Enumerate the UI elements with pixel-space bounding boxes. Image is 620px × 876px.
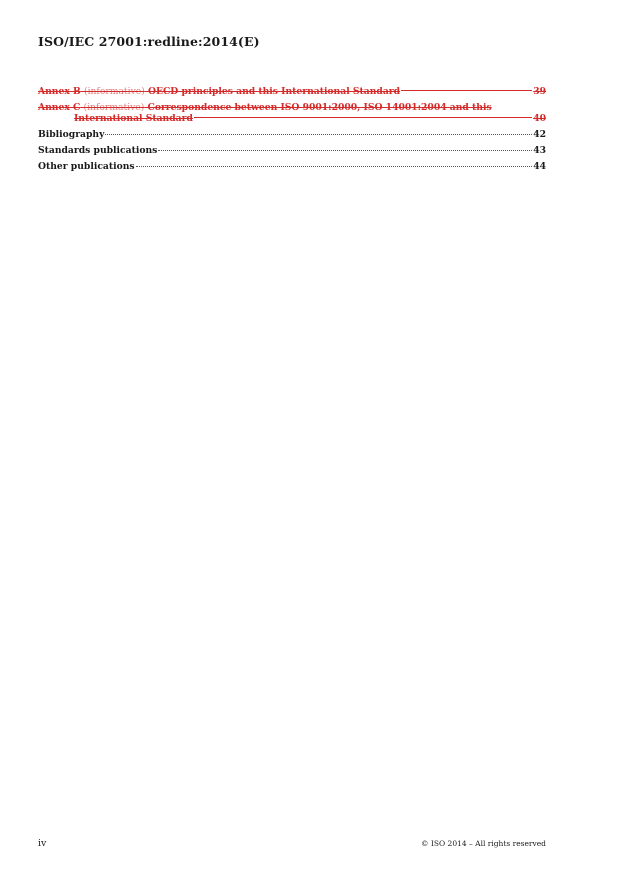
toc-page-number: 44: [533, 160, 546, 172]
toc-entry-title: Standards publications: [38, 144, 158, 156]
toc-entry-continuation: [38, 114, 546, 125]
toc-entry-title: Other publications: [38, 160, 135, 172]
toc-entry-text: [38, 103, 492, 114]
toc-entry-bibliography[interactable]: [38, 130, 546, 141]
toc-entry-row: [38, 103, 546, 114]
toc-entry-title-line1: Correspondence between ISO 9001:2000, ISO 14001:2004 and this: [147, 102, 492, 113]
dot-leader: [401, 90, 532, 91]
annex-label: Annex C: [38, 102, 81, 113]
toc-entry-title: OECD principles and this International Standard: [147, 86, 401, 97]
toc-entry-annex-b[interactable]: [38, 87, 546, 98]
copyright-notice: © ISO 2014 – All rights reserved: [421, 839, 546, 848]
page-footer: [38, 838, 546, 849]
page-number: iv: [38, 838, 47, 849]
toc-page-number: 42: [533, 128, 546, 140]
toc-entry-row: [38, 146, 546, 157]
dot-leader: [105, 134, 532, 135]
table-of-contents: [38, 87, 546, 178]
dot-leader: [136, 166, 533, 167]
dot-leader: [158, 150, 532, 151]
toc-entry-annex-c[interactable]: [38, 103, 546, 124]
toc-entry-text: [38, 87, 400, 98]
annex-qualifier: (informative): [83, 86, 145, 97]
toc-page-number: 43: [533, 144, 546, 156]
toc-entry-title-line2: International Standard: [74, 112, 193, 124]
toc-entry-other-publications[interactable]: [38, 162, 546, 173]
dot-leader: [194, 117, 532, 118]
toc-entry-row: [38, 130, 546, 141]
toc-page-number: 40: [533, 112, 546, 124]
annex-qualifier: (informative): [83, 102, 145, 113]
toc-entry-row: [38, 162, 546, 173]
annex-label: Annex B: [38, 86, 81, 97]
toc-entry-standards-publications[interactable]: [38, 146, 546, 157]
toc-page-number: 39: [533, 86, 546, 97]
document-header: ISO/IEC 27001:redline:2014(E): [38, 34, 260, 49]
toc-entry-title: Bibliography: [38, 128, 105, 140]
toc-entry-row: [38, 87, 546, 98]
